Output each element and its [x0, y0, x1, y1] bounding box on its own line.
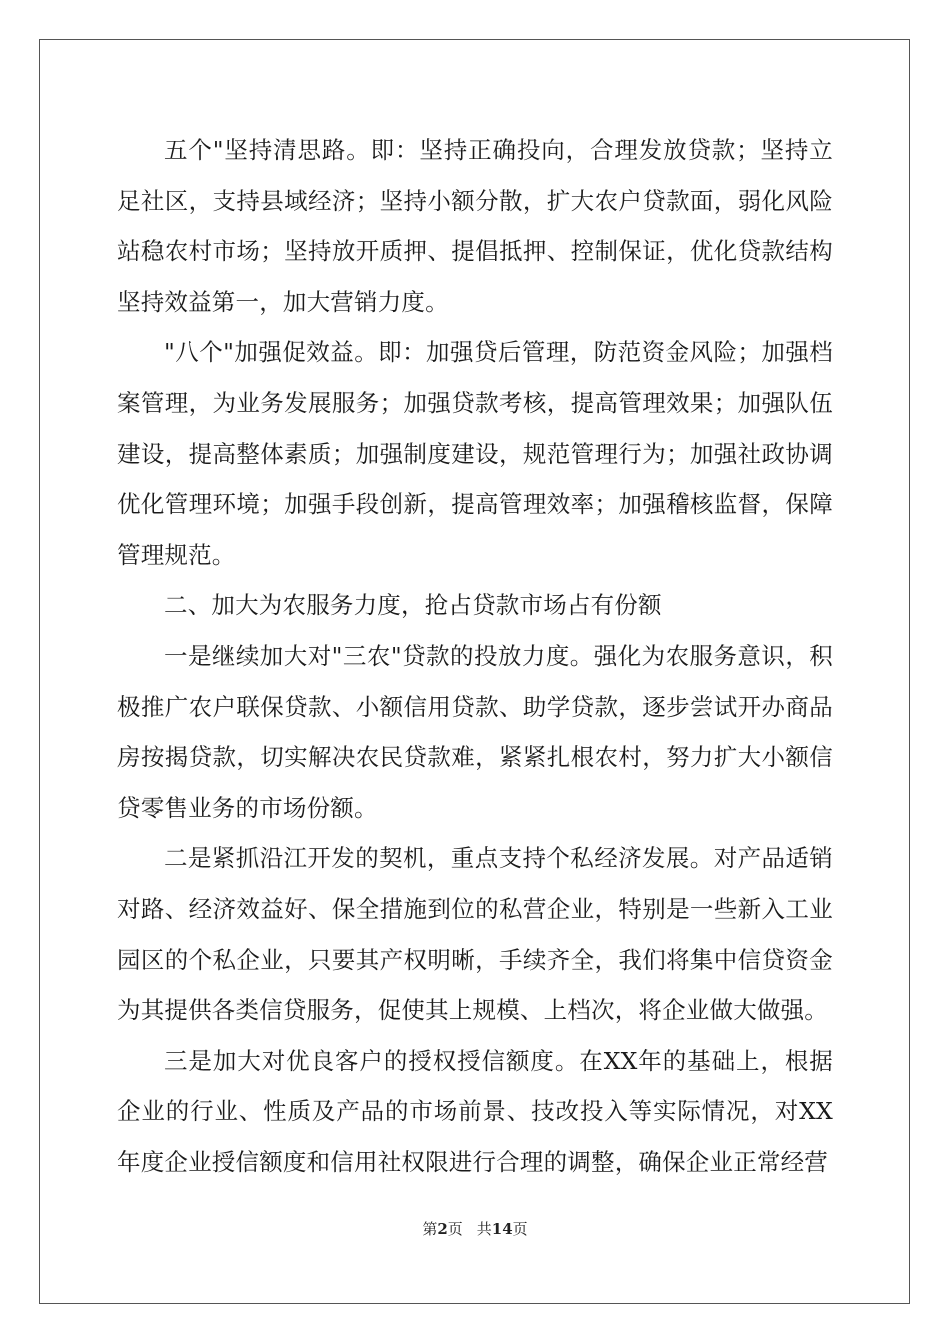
total-pages: 14	[491, 1220, 513, 1238]
paragraph-point-three: 三是加大对优良客户的授权授信额度。在XX年的基础上，根据企业的行业、性质及产品的市场前景、技改投入等实际情况，对XX年度企业授信额度和信用社权限进行合理的调整，确保企业正常经营	[117, 1046, 833, 1176]
page-number: 2	[437, 1220, 448, 1238]
paragraph-five-persist: 五个"坚持清思路。即：坚持正确投向，合理发放贷款；坚持立足社区，支持县域经济；坚持小额分散，扩大农户贷款面，弱化风险站稳农村市场；坚持放开质押、提倡抵押、控制保证，优化贷款结构坚持效益第一，加大营销力度。	[117, 136, 833, 316]
paragraph-point-one: 一是继续加大对"三农"贷款的投放力度。强化为农服务意识，积极推广农户联保贷款、小额信用贷款、助学贷款，逐步尝试开办商品房按揭贷款，切实解决农民贷款难，紧紧扎根农村，努力扩大小额信贷零售业务的市场份额。	[117, 641, 833, 822]
page-prefix: 第	[422, 1220, 438, 1238]
total-suffix: 页	[512, 1220, 528, 1238]
document-body	[117, 125, 833, 1187]
page-footer	[0, 1219, 950, 1239]
total-prefix: 共	[476, 1220, 492, 1238]
section-heading-two: 二、加大为农服务力度，抢占贷款市场占有份额	[164, 591, 662, 620]
page-suffix: 页	[447, 1220, 463, 1238]
paragraph-eight-strengthen: "八个"加强促效益。即：加强贷后管理，防范资金风险；加强档案管理，为业务发展服务；加强贷款考核，提高管理效果；加强队伍建设，提高整体素质；加强制度建设，规范管理行为；加强社政协调优化管理环境；加强手段创新，提高管理效率；加强稽核监督，保障管理规范。	[117, 338, 833, 569]
paragraph-point-two: 二是紧抓沿江开发的契机，重点支持个私经济发展。对产品适销对路、经济效益好、保全措施到位的私营企业，特别是一些新入工业园区的个私企业，只要其产权明晰，手续齐全，我们将集中信贷资金为其提供各类信贷服务，促使其上规模、上档次，将企业做大做强。	[117, 844, 833, 1025]
